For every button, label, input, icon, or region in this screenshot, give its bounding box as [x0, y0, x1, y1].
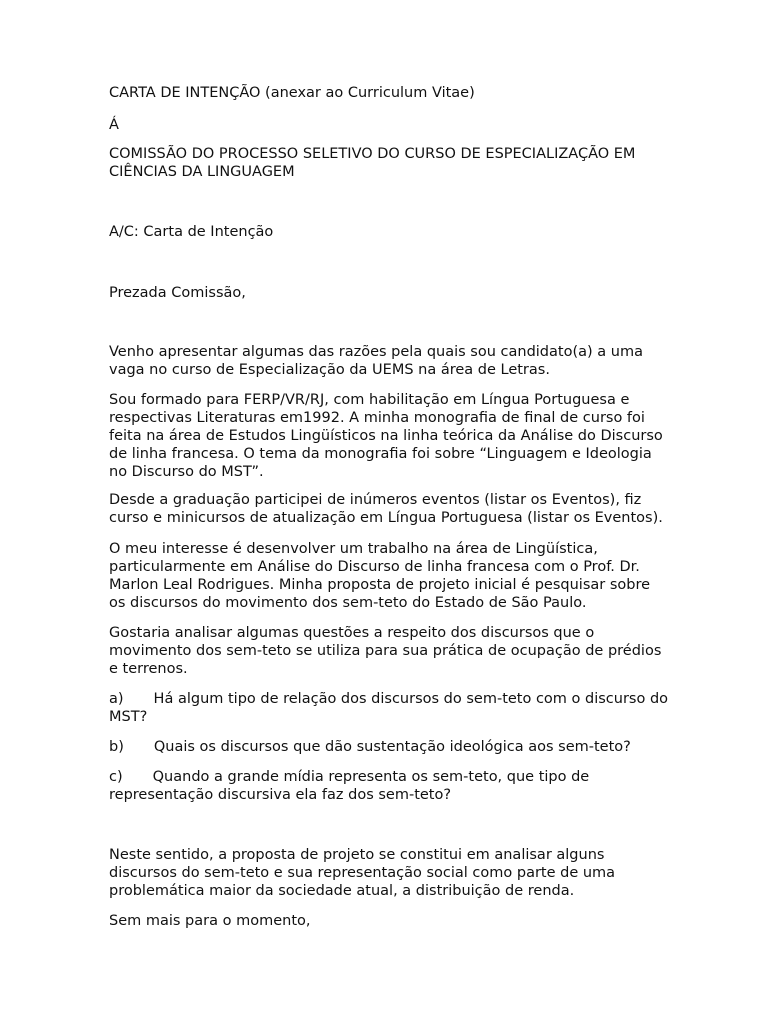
- paragraph-4-line: Marlon Leal Rodrigues. Minha proposta de projeto inicial é pesquisar sobre: [109, 577, 651, 593]
- paragraph-2-line: no Discurso do MST”.: [109, 464, 264, 480]
- paragraph-2-line: de linha francesa. O tema da monografia foi sobre “Linguagem e Ideologia: [109, 446, 652, 462]
- paragraph-4-line: os discursos do movimento dos sem-teto do Estado de São Paulo.: [109, 595, 587, 611]
- recipient-line-1: COMISSÃO DO PROCESSO SELETIVO DO CURSO DE ESPECIALIZAÇÃO EM: [109, 146, 636, 162]
- paragraph-5-line: e terrenos.: [109, 661, 188, 677]
- question-b: [109, 738, 669, 756]
- paragraph-1-line: vaga no curso de Especialização da UEMS na área de Letras.: [109, 362, 550, 378]
- paragraph-6-line: problemática maior da sociedade atual, a distribuição de renda.: [109, 883, 575, 899]
- paragraph-6-line: Neste sentido, a proposta de projeto se constitui em analisar alguns: [109, 847, 605, 863]
- recipient-line-2: CIÊNCIAS DA LINGUAGEM: [109, 164, 295, 180]
- question-marker: a): [109, 691, 124, 707]
- attention-line: A/C: Carta de Intenção: [109, 224, 274, 240]
- question-text: Quais os discursos que dão sustentação ideológica aos sem-teto?: [153, 739, 631, 755]
- paragraph-4-line: particularmente em Análise do Discurso de linha francesa com o Prof. Dr.: [109, 559, 640, 575]
- paragraph-5-line: movimento dos sem-teto se utiliza para sua prática de ocupação de prédios: [109, 643, 662, 659]
- paragraph-4-line: O meu interesse é desenvolver um trabalho na área de Lingüística,: [109, 541, 598, 557]
- salutation-prefix: Á: [109, 117, 119, 133]
- paragraph-2-line: respectivas Literaturas em1992. A minha monografia de final de curso foi: [109, 410, 645, 426]
- question-text: Quando a grande mídia representa os sem-teto, que tipo de: [152, 769, 590, 785]
- paragraph-6-line: discursos do sem-teto e sua representação social como parte de uma: [109, 865, 616, 881]
- question-a: [109, 690, 669, 708]
- question-c-continuation: representação discursiva ela faz dos sem-teto?: [109, 787, 452, 803]
- paragraph-5-line: Gostaria analisar algumas questões a respeito dos discursos que o: [109, 625, 595, 641]
- paragraph-3-line: Desde a graduação participei de inúmeros eventos (listar os Eventos), fiz: [109, 492, 642, 508]
- question-c: [109, 768, 669, 786]
- greeting: Prezada Comissão,: [109, 285, 246, 301]
- paragraph-1-line: Venho apresentar algumas das razões pela quais sou candidato(a) a uma: [109, 344, 643, 360]
- paragraph-2-line: feita na área de Estudos Lingüísticos na linha teórica da Análise do Discurso: [109, 428, 663, 444]
- question-marker: b): [109, 739, 124, 755]
- question-a-continuation: MST?: [109, 709, 148, 725]
- paragraph-3-line: curso e minicursos de atualização em Língua Portuguesa (listar os Eventos).: [109, 510, 663, 526]
- closing: Sem mais para o momento,: [109, 913, 311, 929]
- letter-heading: CARTA DE INTENÇÃO (anexar ao Curriculum Vitae): [109, 85, 475, 101]
- paragraph-2-line: Sou formado para FERP/VR/RJ, com habilitação em Língua Portuguesa e: [109, 392, 630, 408]
- question-text: Há algum tipo de relação dos discursos do sem-teto com o discurso do: [153, 691, 669, 707]
- question-marker: c): [109, 769, 123, 785]
